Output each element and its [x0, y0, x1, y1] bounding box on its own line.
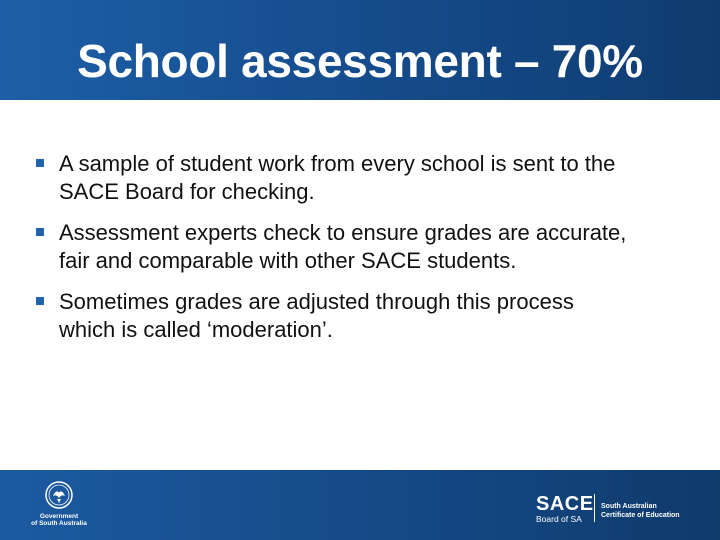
bullet-item [36, 150, 696, 206]
slide-title: School assessment – 70% [77, 35, 643, 87]
bullet-list [36, 150, 696, 357]
bullet-item [36, 288, 696, 344]
sace-logo-main: SACE [536, 493, 594, 515]
bullet-item [36, 219, 696, 275]
government-logo-line1: Government [39, 513, 79, 520]
slide-footer [0, 470, 720, 540]
bullet-text-line: Sometimes grades are adjusted through this process [59, 289, 574, 314]
government-logo-line2: of South Australia [31, 520, 87, 527]
square-bullet-icon [36, 297, 44, 305]
slide-header [0, 0, 720, 100]
sace-logo-divider [594, 494, 595, 522]
sace-logo-sub: Board of SA [536, 514, 582, 524]
square-bullet-icon [36, 159, 44, 167]
bullet-text-line: which is called ‘moderation’. [59, 317, 333, 342]
bullet-text-line: Assessment experts check to ensure grades are accurate, [59, 220, 627, 245]
piping-shrike-crest-icon [44, 480, 74, 512]
bullet-text-line: A sample of student work from every school is sent to the [59, 151, 616, 176]
government-sa-logo [26, 480, 92, 536]
square-bullet-icon [36, 228, 44, 236]
government-logo-text [26, 513, 92, 527]
sace-logo-descriptor-line1: South Australian [601, 503, 657, 510]
sace-logo-descriptor [601, 502, 680, 520]
bullet-text-line: fair and comparable with other SACE students. [59, 248, 517, 273]
sace-logo-descriptor-line2: Certificate of Education [601, 512, 680, 519]
bullet-text-line: SACE Board for checking. [59, 179, 315, 204]
